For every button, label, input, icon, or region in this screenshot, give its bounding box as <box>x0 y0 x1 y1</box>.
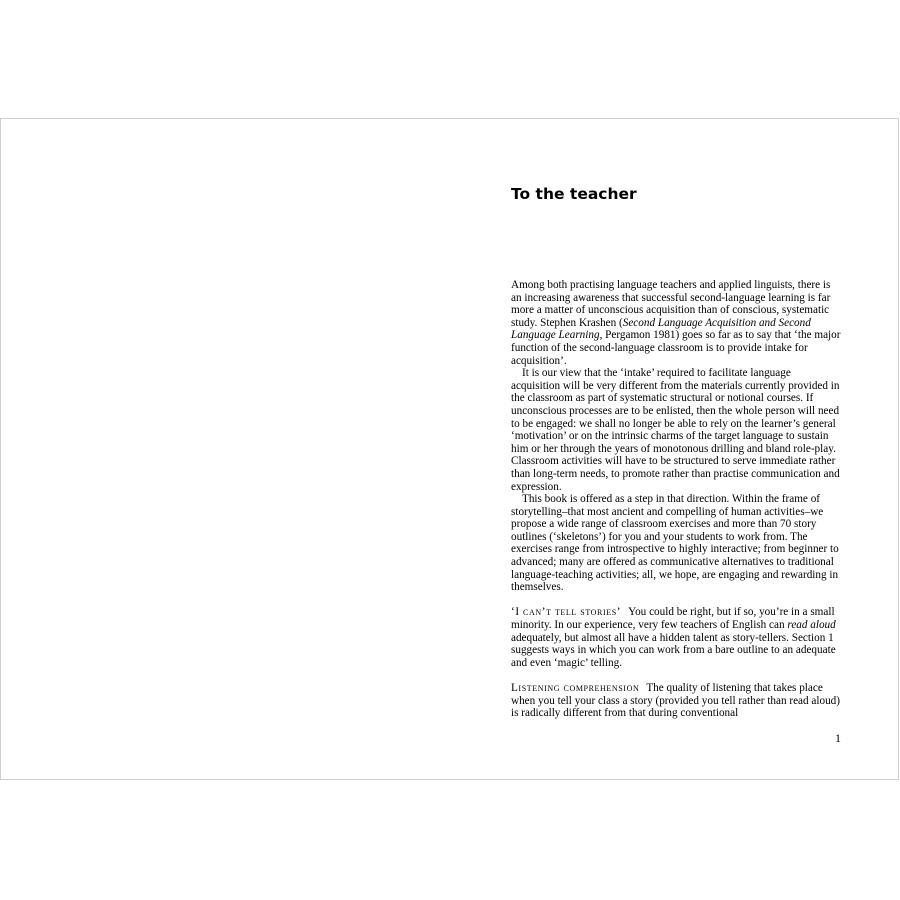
section-heading-listening-comprehension: Listening comprehension <box>511 682 640 694</box>
paragraph-intake: It is our view that the ‘intake’ required to facilitate language acquisition will be very different from the materials currently provided in the classroom as part of systematic structural or notional courses. If unconscious processes are to be enlisted, then the whole person will need to be engaged: we shall no longer be able to rely on the learner’s general ‘motivation’ or on the intrinsic charms of the target language to sustain him or her through the years of monotonous drilling and bland role-play. Classroom activities will have to be structured to serve immediate rather than long-term needs, to promote rather than practise communication and expression. <box>511 367 840 493</box>
section-text-cant-tell-a: You could be right, but if so, you’re in a small minority. In our experience, very few teachers of English can <box>511 606 835 632</box>
body-text <box>511 279 841 720</box>
book-spread <box>0 118 899 780</box>
paragraph-intro-text-a: Among both practising language teachers and applied linguists, there is an increasing awareness that successful second-language learning is far more a matter of unconscious acquisition than of conscious, systematic study. Stephen Krashen ( <box>511 279 831 329</box>
book-citation-title: Second Language Acquisition and Second Language Learning <box>511 316 811 342</box>
page-number: 1 <box>835 731 841 745</box>
paragraph-intro <box>511 279 841 367</box>
section-text-cant-tell-italic: read aloud <box>787 619 836 632</box>
section-text-cant-tell-b: adequately, but almost all have a hidden talent as story-tellers. Section 1 suggests ways in which you can work from a bare outline to an adequate and even ‘magic’ telling. <box>511 631 836 669</box>
paragraph-intro-text-b: , Pergamon 1981) goes so far as to say that ‘the major function of the second-language classroom is to provide intake for acquisition’. <box>511 329 841 367</box>
section-listening-comprehension <box>511 682 841 720</box>
section-cant-tell-stories <box>511 606 841 669</box>
section-heading-cant-tell-stories: ‘I can’t tell stories’ <box>511 606 622 619</box>
right-page <box>511 119 841 779</box>
section-text-listening: The quality of listening that takes place when you tell your class a story (provided you tell rather than read aloud) is radically different from that during conventional <box>511 682 840 720</box>
page-title: To the teacher <box>511 185 637 203</box>
paragraph-storytelling: This book is offered as a step in that direction. Within the frame of storytelling–that most ancient and compelling of human activities–we propose a wide range of classroom exercises and more than 70 story outlines (‘skeletons’) for you and your students to work from. The exercises range from introspective to highly interactive; from beginner to advanced; many are offered as communicative alternatives to traditional language-teaching activities; all, we hope, are engaging and rewarding in themselves. <box>511 493 839 594</box>
